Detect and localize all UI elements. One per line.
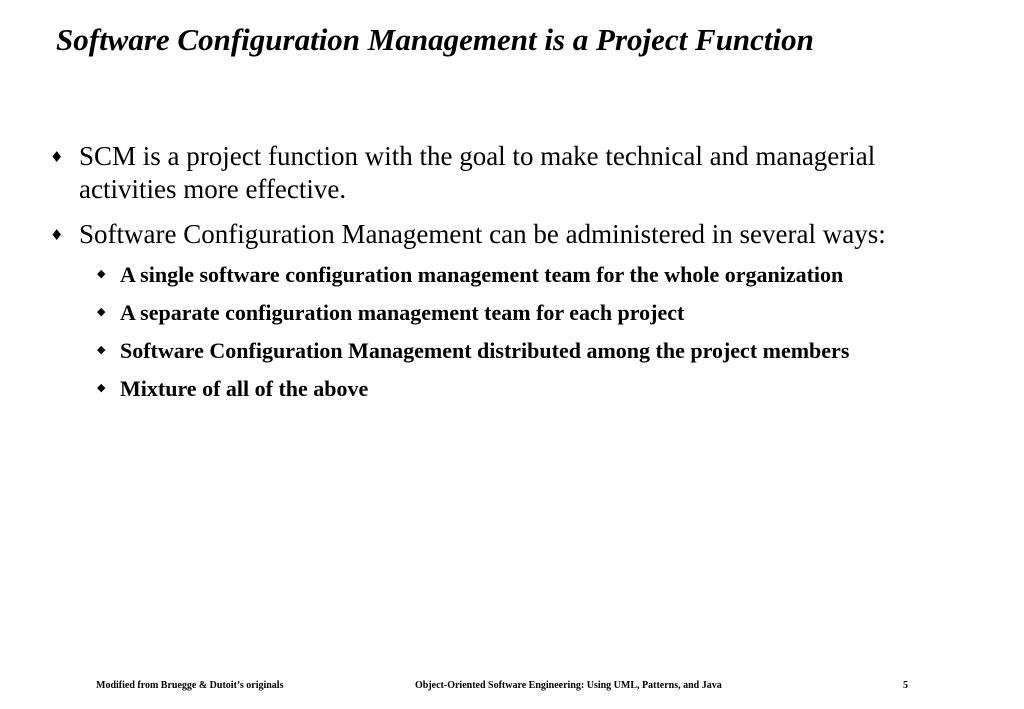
sub-bullet-item bbox=[79, 299, 900, 327]
bullet-list bbox=[50, 140, 970, 415]
footer-credit: Modified from Bruegge & Dutoit’s originals bbox=[96, 680, 284, 691]
sub-bullet-text: A separate configuration management team for each project bbox=[120, 300, 685, 325]
sub-bullet-text: A single software configuration management team for the whole organization bbox=[120, 262, 844, 287]
page-number: 5 bbox=[903, 680, 908, 691]
sub-bullet-list bbox=[79, 261, 970, 403]
diamond-sub-bullet-icon: ◆ bbox=[97, 267, 106, 280]
diamond-sub-bullet-icon: ◆ bbox=[97, 343, 106, 356]
diamond-bullet-icon: ♦ bbox=[50, 148, 64, 166]
sub-bullet-text: Software Configuration Management distributed among the project members bbox=[120, 338, 850, 363]
diamond-sub-bullet-icon: ◆ bbox=[97, 305, 106, 318]
sub-bullet-item bbox=[79, 261, 900, 289]
diamond-sub-bullet-icon: ◆ bbox=[97, 381, 106, 394]
sub-bullet-text: Mixture of all of the above bbox=[120, 376, 369, 401]
sub-bullet-item bbox=[79, 337, 900, 365]
bullet-item bbox=[50, 140, 970, 206]
bullet-text: SCM is a project function with the goal to make technical and managerial activities more effective. bbox=[79, 141, 876, 204]
bullet-text: Software Configuration Management can be administered in several ways: bbox=[79, 219, 886, 249]
slide-title: Software Configuration Management is a Project Function bbox=[56, 22, 814, 57]
diamond-bullet-icon: ♦ bbox=[50, 226, 64, 244]
footer-book-title: Object-Oriented Software Engineering: Using UML, Patterns, and Java bbox=[415, 680, 722, 691]
sub-bullet-item bbox=[79, 375, 900, 403]
bullet-item bbox=[50, 218, 970, 403]
